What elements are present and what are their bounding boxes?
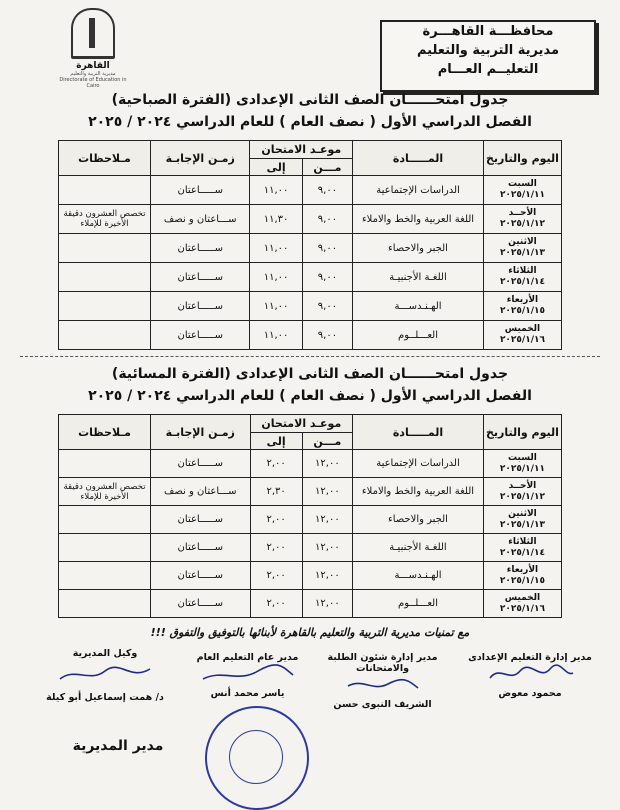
from-time-cell: ١٢,٠٠ — [302, 534, 352, 562]
exam-date: ٢٠٢٥/١/١١ — [499, 190, 545, 200]
col-exam-time: موعـد الامتحان — [250, 415, 353, 433]
col-to: إلى — [250, 433, 302, 450]
exam-date: ٢٠٢٥/١/١٥ — [499, 575, 545, 586]
subject-cell: الهـنـدســـة — [353, 562, 484, 590]
col-notes: مـلاحظات — [59, 415, 151, 450]
day-name: الاثنين — [508, 237, 537, 247]
notes-cell: تخصص العشرون دقيقة الأخيرة للإملاء — [59, 205, 151, 234]
table-row — [59, 478, 562, 506]
to-time-cell: ٢,٠٠ — [250, 590, 302, 618]
subject-cell: اللغة العربية والخط والاملاء — [353, 478, 484, 506]
from-time-cell: ٩,٠٠ — [302, 234, 352, 263]
day-date-cell — [483, 263, 561, 292]
day-name: الأربعاء — [506, 295, 539, 305]
logo-subtitle-en: Directorate of Education in Cairo — [59, 77, 127, 89]
to-time-cell: ٢,٣٠ — [250, 478, 302, 506]
handwritten-signature — [343, 674, 423, 696]
day-date-cell — [483, 450, 561, 478]
day-name: السبت — [508, 179, 537, 189]
day-date-cell — [483, 321, 561, 350]
official-stamp — [205, 706, 309, 810]
day-name: الأربعاء — [506, 564, 539, 575]
evening-title: جدول امتحــــــان الصف الثانى الإعدادى (الفترة المسائية) — [111, 366, 509, 382]
notes-cell — [59, 234, 151, 263]
governorate-name: محافظـــة القاهـــرة — [422, 24, 554, 39]
day-name: الاثنين — [508, 508, 537, 519]
morning-subtitle: الفصل الدراسي الأول ( نصف العام ) للعام الدراسي ٢٠٢٤ / ٢٠٢٥ — [88, 114, 532, 130]
exam-date: ٢٠٢٥/١/١٦ — [499, 603, 545, 614]
to-time-cell: ٢,٠٠ — [250, 562, 302, 590]
notes-cell — [59, 292, 151, 321]
table-row — [59, 176, 562, 205]
duration-cell: ســـــاعتان — [151, 534, 251, 562]
subject-cell: العـــلــوم — [353, 321, 484, 350]
to-time-cell: ١١,٠٠ — [250, 263, 302, 292]
logo-title: القاهرة — [76, 61, 110, 71]
signature-block-prep — [455, 652, 605, 699]
logo-subtitle: مديرية التربية والتعليم — [70, 71, 116, 77]
day-name: السبت — [508, 452, 537, 463]
to-time-cell: ٢,٠٠ — [250, 506, 302, 534]
handwritten-signature — [485, 663, 575, 685]
exam-date: ٢٠٢٥/١/١٤ — [499, 277, 545, 287]
duration-cell: ســـــاعتان — [150, 234, 250, 263]
signature-name: ياسر محمد أنس — [210, 688, 285, 699]
col-day-date: اليوم والتاريخ — [483, 141, 561, 176]
duration-cell: ســـــاعتان — [150, 263, 250, 292]
day-date-cell — [483, 534, 561, 562]
day-name: الثلاثاء — [508, 266, 537, 276]
subject-cell: الجبر والاحصاء — [353, 234, 484, 263]
exam-date: ٢٠٢٥/١/١٣ — [499, 519, 545, 530]
day-name: الثلاثاء — [508, 536, 537, 547]
signature-block-general — [185, 652, 310, 699]
subject-cell: الدراسات الإجتماعية — [353, 176, 484, 205]
evening-subtitle: الفصل الدراسي الأول ( نصف العام ) للعام الدراسي ٢٠٢٤ / ٢٠٢٥ — [88, 388, 532, 404]
subject-cell: العـــلــوم — [353, 590, 484, 618]
notes-cell — [59, 263, 151, 292]
col-from: مـــن — [302, 433, 352, 450]
signature-role: وكيل المديرية — [72, 648, 138, 659]
from-time-cell: ١٢,٠٠ — [302, 450, 352, 478]
from-time-cell: ٩,٠٠ — [302, 205, 352, 234]
evening-schedule-table — [58, 414, 562, 618]
exam-date: ٢٠٢٥/١/١٢ — [499, 219, 545, 229]
subject-cell: الدراسات الإجتماعية — [353, 450, 484, 478]
table-row — [59, 234, 562, 263]
notes-cell — [59, 321, 151, 350]
from-time-cell: ١٢,٠٠ — [302, 562, 352, 590]
duration-cell: ســـــاعتان — [151, 562, 251, 590]
day-name: الخميس — [504, 324, 541, 334]
closing-wish: مع تمنيات مديرية التربية والتعليم بالقاهرة لأبنائها بالتوفيق والتفوق !!! — [150, 626, 470, 639]
col-duration: زمـن الإجابـة — [151, 415, 251, 450]
table-row — [59, 450, 562, 478]
from-time-cell: ٩,٠٠ — [302, 263, 352, 292]
col-to: إلى — [250, 159, 302, 176]
table-row — [59, 506, 562, 534]
col-subject: المـــــادة — [353, 415, 484, 450]
duration-cell: ســـاعتان و نصف — [151, 478, 251, 506]
day-date-cell — [483, 478, 561, 506]
header-box — [380, 20, 596, 92]
director-title: مدير المديرية — [72, 738, 164, 754]
to-time-cell: ١١,٠٠ — [250, 321, 302, 350]
exam-date: ٢٠٢٥/١/١٦ — [499, 335, 545, 345]
signature-role: مدير عام التعليم العام — [196, 652, 299, 663]
table-row — [59, 263, 562, 292]
signature-block-students — [310, 652, 455, 710]
subject-cell: اللغـة الأجنبيـة — [353, 263, 484, 292]
subject-cell: اللغة العربية والخط والاملاء — [353, 205, 484, 234]
to-time-cell: ٢,٠٠ — [250, 534, 302, 562]
table-row — [59, 321, 562, 350]
directorate-logo — [58, 8, 128, 88]
col-exam-time: موعـد الامتحان — [250, 141, 353, 159]
table-row — [59, 590, 562, 618]
from-time-cell: ١٢,٠٠ — [302, 506, 352, 534]
signature-block-deputy — [30, 648, 180, 703]
exam-date: ٢٠٢٥/١/١٥ — [499, 306, 545, 316]
notes-cell — [59, 534, 151, 562]
section-divider — [20, 356, 600, 357]
duration-cell: ســـاعتان و نصف — [150, 205, 250, 234]
notes-cell — [59, 506, 151, 534]
table-row — [59, 562, 562, 590]
col-duration: زمـن الإجابـة — [150, 141, 250, 176]
duration-cell: ســـــاعتان — [150, 321, 250, 350]
notes-cell: تخصص العشرون دقيقة الأخيرة للإملاء — [59, 478, 151, 506]
col-from: مـــن — [302, 159, 352, 176]
from-time-cell: ٩,٠٠ — [302, 321, 352, 350]
day-name: الأحــد — [508, 480, 537, 491]
from-time-cell: ٩,٠٠ — [302, 176, 352, 205]
to-time-cell: ١١,٠٠ — [250, 234, 302, 263]
notes-cell — [59, 562, 151, 590]
day-date-cell — [483, 234, 561, 263]
duration-cell: ســـــاعتان — [151, 450, 251, 478]
day-name: الأحــد — [508, 208, 537, 218]
department-name: التعليــم العـــام — [437, 62, 539, 77]
day-date-cell — [483, 205, 561, 234]
col-subject: المـــــادة — [353, 141, 484, 176]
to-time-cell: ١١,٠٠ — [250, 176, 302, 205]
signature-name: الشريف النبوى حسن — [333, 699, 432, 710]
from-time-cell: ١٢,٠٠ — [302, 478, 352, 506]
notes-cell — [59, 590, 151, 618]
handwritten-signature — [55, 659, 155, 689]
table-row — [59, 292, 562, 321]
exam-date: ٢٠٢٥/١/١٤ — [499, 547, 545, 558]
signature-name: محمود معوض — [498, 688, 562, 699]
morning-schedule-table — [58, 140, 562, 350]
notes-cell — [59, 450, 151, 478]
to-time-cell: ١١,٠٠ — [250, 292, 302, 321]
day-name: الخميس — [504, 592, 541, 603]
signature-role: مدير إدارة شئون الطلبة والامتحانات — [327, 652, 438, 674]
signature-name: د/ همت إسماعيل أبو كيلة — [46, 692, 164, 703]
from-time-cell: ٩,٠٠ — [302, 292, 352, 321]
building-arch-icon — [71, 8, 115, 59]
table-row — [59, 205, 562, 234]
day-date-cell — [483, 562, 561, 590]
subject-cell: الهـنـدســـة — [353, 292, 484, 321]
duration-cell: ســـــاعتان — [151, 506, 251, 534]
subject-cell: الجبر والاحصاء — [353, 506, 484, 534]
exam-date: ٢٠٢٥/١/١٢ — [499, 491, 545, 502]
col-notes: مـلاحظات — [59, 141, 151, 176]
signature-role: مدير إدارة التعليم الإعدادى — [468, 652, 592, 663]
morning-title: جدول امتحــــــان الصف الثانى الإعدادى (الفترة الصباحية) — [111, 92, 509, 108]
notes-cell — [59, 176, 151, 205]
to-time-cell: ١١,٣٠ — [250, 205, 302, 234]
exam-date: ٢٠٢٥/١/١٣ — [499, 248, 545, 258]
directorate-name: مديرية التربية والتعليم — [416, 43, 560, 58]
subject-cell: اللغـة الأجنبيـة — [353, 534, 484, 562]
col-day-date: اليوم والتاريخ — [483, 415, 561, 450]
table-row — [59, 534, 562, 562]
day-date-cell — [483, 590, 561, 618]
duration-cell: ســـــاعتان — [150, 292, 250, 321]
duration-cell: ســـــاعتان — [150, 176, 250, 205]
handwritten-signature — [198, 663, 298, 685]
exam-date: ٢٠٢٥/١/١١ — [499, 463, 545, 474]
day-date-cell — [483, 292, 561, 321]
duration-cell: ســـــاعتان — [151, 590, 251, 618]
from-time-cell: ١٢,٠٠ — [302, 590, 352, 618]
day-date-cell — [483, 176, 561, 205]
to-time-cell: ٢,٠٠ — [250, 450, 302, 478]
day-date-cell — [483, 506, 561, 534]
